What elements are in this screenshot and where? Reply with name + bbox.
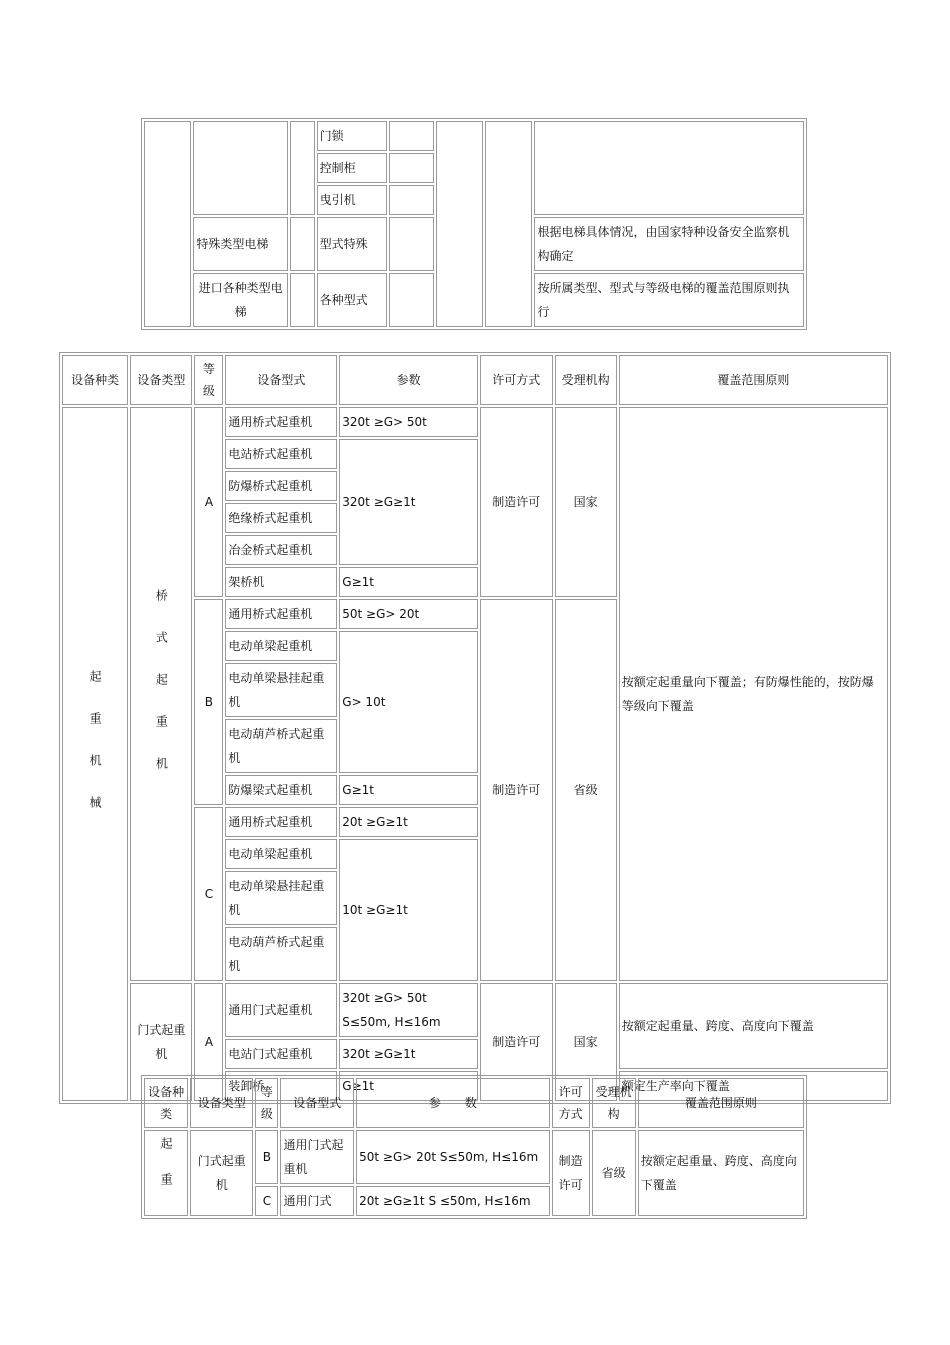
- special-model: 型式特殊: [317, 217, 387, 271]
- param-cell: [389, 185, 434, 215]
- model-row: 装卸桥: [225, 1071, 337, 1101]
- grade-b: B: [255, 1130, 278, 1184]
- header-license: 许可方式: [480, 355, 553, 405]
- authority-a: 国家: [555, 407, 617, 597]
- model-row: 绝缘桥式起重机: [225, 503, 337, 533]
- model-row: 通用桥式起重机: [225, 407, 337, 437]
- param-row: 50t ≥G> 20t: [339, 599, 478, 629]
- principle-cell: 按额定起重量、跨度、高度向下覆盖: [638, 1130, 804, 1216]
- license-gantry: 制造许可: [480, 983, 553, 1101]
- license-cell: 制造许可: [552, 1130, 590, 1216]
- model-row: 电动葫芦桥式起重机: [225, 719, 337, 773]
- model-row: 通用门式起重机: [225, 983, 337, 1037]
- type-bridge-crane-text: 桥式起重机: [154, 589, 169, 799]
- param-cell: [389, 121, 434, 151]
- category-crane: [62, 407, 128, 1101]
- principle-cell: [534, 121, 804, 215]
- grade-cell: [290, 121, 315, 215]
- type-gantry-crane: 门式起重机: [190, 1130, 253, 1216]
- model-row: 电动单梁悬挂起重机: [225, 663, 337, 717]
- elevator-table-continued: [141, 118, 807, 330]
- model-door-lock: 门锁: [317, 121, 387, 151]
- header-principle: 覆盖范围原则: [619, 355, 888, 405]
- special-principle: 根据电梯具体情况，由国家特种设备安全监察机构确定: [534, 217, 804, 271]
- authority-bc: 省级: [555, 599, 617, 981]
- header-authority: 受理机构: [555, 355, 617, 405]
- grade-a: A: [194, 407, 223, 597]
- param-row: [339, 983, 478, 1037]
- type-cell: [193, 121, 288, 215]
- header-grade: 等级: [194, 355, 223, 405]
- model-row: 电站桥式起重机: [225, 439, 337, 469]
- param-row: 320t ≥G≥1t: [339, 1039, 478, 1069]
- param-group-c: 10t ≥G≥1t: [339, 839, 478, 981]
- category-crane-text: 起重机械: [88, 670, 103, 838]
- imported-model: 各种型式: [317, 273, 387, 327]
- param-row: G≥1t: [339, 567, 478, 597]
- param-row: G≥1t: [339, 1071, 478, 1101]
- model-row: 防爆桥式起重机: [225, 471, 337, 501]
- param-row: 320t ≥G> 50t: [339, 407, 478, 437]
- header-param: 参 数: [356, 1078, 550, 1128]
- model-row: 通用门式: [280, 1186, 354, 1216]
- grade-b: B: [194, 599, 223, 805]
- model-row: 电站门式起重机: [225, 1039, 337, 1069]
- license-cell: [436, 121, 483, 327]
- model-row: 架桥机: [225, 567, 337, 597]
- header-type: 设备类型: [190, 1078, 253, 1128]
- header-category: 设备种类: [144, 1078, 188, 1128]
- param-row: 50t ≥G> 20t S≤50m, H≤16m: [356, 1130, 550, 1184]
- header-authority: 受理机构: [592, 1078, 636, 1128]
- grade-cell: [290, 217, 315, 271]
- bridge-principle: 按额定起重量向下覆盖；有防爆性能的，按防爆等级向下覆盖: [619, 407, 888, 981]
- param-row: 20t ≥G≥1t: [339, 807, 478, 837]
- param-row: 20t ≥G≥1t S ≤50m, H≤16m: [356, 1186, 550, 1216]
- authority-cell: 省级: [592, 1130, 636, 1216]
- header-license: 许可方式: [552, 1078, 590, 1128]
- type-gantry-crane: 门式起重机: [130, 983, 192, 1101]
- header-category: 设备种类: [62, 355, 128, 405]
- authority-gantry: 国家: [555, 983, 617, 1101]
- grade-cell: [290, 273, 315, 327]
- model-row: 电动单梁起重机: [225, 839, 337, 869]
- type-bridge-crane: [130, 407, 192, 981]
- model-row: 通用桥式起重机: [225, 807, 337, 837]
- param-line: 320t ≥G> 50t: [342, 991, 427, 1005]
- model-traction-machine: 曳引机: [317, 185, 387, 215]
- header-model: 设备型式: [280, 1078, 354, 1128]
- model-row: 通用门式起重机: [280, 1130, 354, 1184]
- model-row: 电动单梁起重机: [225, 631, 337, 661]
- license-a: 制造许可: [480, 407, 553, 597]
- authority-cell: [485, 121, 532, 327]
- grade-gantry-a: A: [194, 983, 223, 1101]
- param-group-a: 320t ≥G≥1t: [339, 439, 478, 565]
- model-row: 防爆梁式起重机: [225, 775, 337, 805]
- special-elevator-type: 特殊类型电梯: [193, 217, 288, 271]
- model-row: 电动单梁悬挂起重机: [225, 871, 337, 925]
- imported-principle: 按所属类型、型式与等级电梯的覆盖范围原则执行: [534, 273, 804, 327]
- gantry-principle-1: 按额定起重量、跨度、高度向下覆盖: [619, 983, 888, 1069]
- model-control-cabinet: 控制柜: [317, 153, 387, 183]
- model-row: 电动葫芦桥式起重机: [225, 927, 337, 981]
- param-row: G≥1t: [339, 775, 478, 805]
- param-cell: [389, 273, 434, 327]
- gantry-principle-2: 额定生产率向下覆盖: [619, 1071, 888, 1101]
- model-row: 通用桥式起重机: [225, 599, 337, 629]
- category-cell: [144, 1130, 188, 1216]
- gantry-crane-table: [141, 1075, 807, 1219]
- param-group-b: G> 10t: [339, 631, 478, 773]
- category-text: 起重: [159, 1137, 174, 1209]
- model-row: 冶金桥式起重机: [225, 535, 337, 565]
- header-principle: 覆盖范围原则: [638, 1078, 804, 1128]
- param-cell: [389, 217, 434, 271]
- header-param: 参数: [339, 355, 478, 405]
- imported-elevator-type: 进口各种类型电梯: [193, 273, 288, 327]
- category-cell: [144, 121, 191, 327]
- grade-c: C: [194, 807, 223, 981]
- header-type: 设备类型: [130, 355, 192, 405]
- header-model: 设备型式: [225, 355, 337, 405]
- grade-c: C: [255, 1186, 278, 1216]
- crane-table: [59, 352, 891, 1104]
- license-bc: 制造许可: [480, 599, 553, 981]
- header-grade: 等级: [255, 1078, 278, 1128]
- param-cell: [389, 153, 434, 183]
- param-line: S≤50m, H≤16m: [342, 1015, 441, 1029]
